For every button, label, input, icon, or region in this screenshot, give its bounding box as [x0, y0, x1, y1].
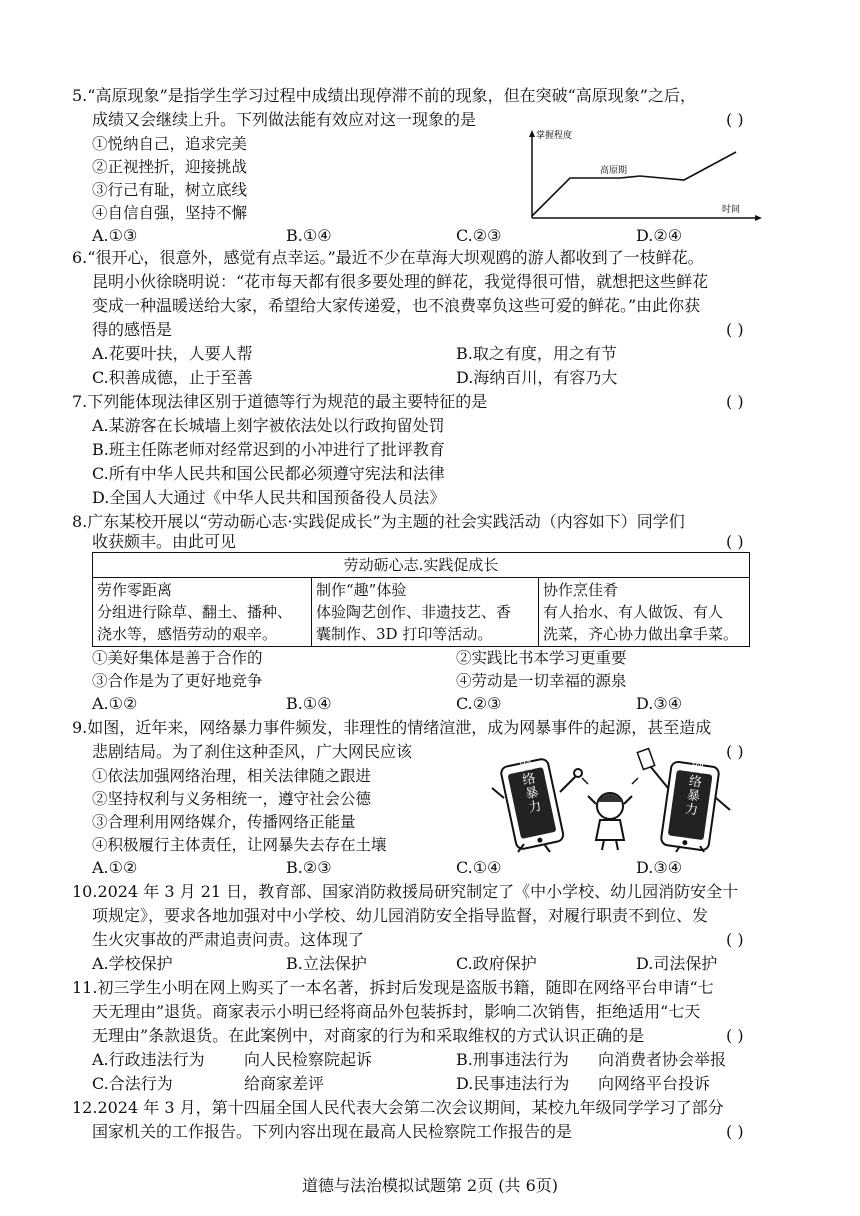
q8-statement: ①美好集体是善于合作的	[92, 649, 263, 667]
answer-bracket: ( )	[726, 1026, 744, 1045]
figure-plateau-label: 高原期	[600, 166, 628, 176]
answer-bracket: ( )	[726, 742, 744, 761]
q9-stem-line: 9.如图，近年来，网络暴力事件频发，非理性的情绪渲泄，成为网暴事件的起源，甚至造成	[72, 718, 712, 737]
q5-statement: ④自信自强，坚持不懈	[92, 204, 248, 222]
q6-stem-line: 昆明小伙徐晓明说：“花市每天都有很多要处理的鲜花，我觉得很可惜，就想把这些鲜花	[92, 272, 709, 291]
q11-option: D.民事违法行为	[456, 1074, 570, 1093]
q7-stem-line: 7.下列能体现法律区别于道德等行为规范的最主要特征的是	[72, 392, 488, 411]
cell-heading: 劳作零距离	[97, 581, 173, 599]
cell-text: 浇水等，感悟劳动的艰辛。	[97, 625, 278, 643]
answer-bracket: ( )	[726, 110, 744, 129]
q5-option: C.②③	[456, 226, 502, 245]
q11-option-method: 向消费者协会举报	[598, 1050, 727, 1069]
table-title: 劳动砺心志.实践促成长	[93, 553, 750, 578]
q11-option-method: 向网络平台投诉	[598, 1074, 711, 1093]
q5-stem-line: 5.“高原现象”是指学生学习过程中成绩出现停滞不前的现象，但在突破“高原现象”之后，	[72, 86, 696, 105]
q8-option: C.②③	[456, 694, 502, 713]
q10-stem-line: 项规定》，要求各地加强对中小学校、幼儿园消防安全指导监督，对履行职责不到位、发	[92, 906, 709, 925]
q12-stem-line: 国家机关的工作报告。下列内容出现在最高人民检察院工作报告的是	[92, 1122, 573, 1141]
cell-text: 有人抬水、有人做饭、有人	[543, 603, 724, 621]
q8-stem-line: 收获颇丰。由此可见	[92, 532, 237, 551]
answer-bracket: ( )	[726, 930, 744, 949]
q8-statement: ④劳动是一切幸福的源泉	[456, 672, 627, 690]
q7-option: C.所有中华人民共和国公民都必须遵守宪法和法律	[92, 464, 445, 483]
q6-option: B.取之有度，用之有节	[456, 344, 617, 363]
cell-text: 囊制作、3D 打印等活动。	[316, 625, 493, 643]
q9-statement: ②坚持权利与义务相统一，遵守社会公德	[92, 790, 372, 808]
q8-stem-line: 8.广东某校开展以“劳动砺心志·实践促成长”为主题的社会实践活动（内容如下）同学们	[72, 512, 685, 531]
labor-activity-table	[92, 552, 750, 647]
q8-option: D.③④	[636, 694, 683, 713]
figure-y-label: 掌握程度	[536, 131, 573, 141]
q11-stem-line: 天无理由”退货。商家表示小明已经将商品外包装拆封，影响二次销售，拒绝适用“七天	[92, 1002, 701, 1021]
q11-option: B.刑事违法行为	[456, 1050, 569, 1069]
q7-option: B.班主任陈老师对经常迟到的小冲进行了批评教育	[92, 440, 445, 459]
answer-bracket: ( )	[726, 392, 744, 411]
q5-statement: ②正视挫折，迎接挑战	[92, 158, 248, 176]
q9-statement: ①依法加强网络治理，相关法律随之跟进	[92, 767, 372, 785]
q5-option: B.①④	[286, 226, 332, 245]
answer-bracket: ( )	[726, 320, 744, 339]
answer-bracket: ( )	[726, 1122, 744, 1141]
q6-option: C.积善成德，止于至善	[92, 368, 253, 387]
q8-statement: ②实践比书本学习更重要	[456, 649, 627, 667]
q5-statement: ①悦纳自己，追求完美	[92, 135, 248, 153]
answer-bracket: ( )	[726, 532, 744, 551]
q10-stem-line: 10.2024 年 3 月 21 日，教育部、国家消防救援局研究制定了《中小学校、幼儿园消防安全十	[72, 882, 739, 901]
table-cell	[539, 578, 750, 647]
q9-option: A.①②	[92, 858, 138, 877]
cyberbullying-cartoon	[490, 748, 740, 852]
cell-heading: 制作“趣”体验	[316, 581, 407, 599]
cell-heading: 协作烹佳肴	[543, 581, 619, 599]
q5-statement: ③行己有耻，树立底线	[92, 181, 248, 199]
table-cell	[312, 578, 539, 647]
q9-statement: ④积极履行主体责任，让网暴失去存在土壤	[92, 836, 387, 854]
q11-stem-line: 11.初三学生小明在网上购买了一本名著，拆封后发现是盗版书籍，随即在网络平台申请“七	[72, 978, 714, 997]
q7-option: A.某游客在长城墙上刻字被依法处以行政拘留处罚	[92, 416, 445, 435]
q9-option: B.②③	[286, 858, 332, 877]
q9-option: C.①④	[456, 858, 502, 877]
q6-stem-line: 变成一种温暖送给大家，希望给大家传递爱，也不浪费辜负这些可爱的鲜花。”由此你获	[92, 296, 701, 315]
q11-option-method: 给商家差评	[244, 1074, 325, 1093]
cell-text: 分组进行除草、翻土、播种、	[97, 603, 293, 621]
q10-option: A.学校保护	[92, 954, 173, 973]
figure-x-label: 时间	[722, 205, 741, 215]
q6-stem-line: 6.“很开心，很意外，感觉有点幸运。”最近不少在草海大坝观鸥的游人都收到了一枝鲜花。	[72, 248, 704, 267]
cell-text: 体验陶艺创作、非遗技艺、香	[316, 603, 512, 621]
page-footer: 道德与法治模拟试题第 2页 (共 6页)	[301, 1176, 559, 1195]
q7-option: D.全国人大通过《中华人民共和国预备役人员法》	[92, 488, 446, 507]
q10-option: C.政府保护	[456, 954, 537, 973]
q9-option: D.③④	[636, 858, 683, 877]
q11-option: A.行政违法行为	[92, 1050, 205, 1069]
q5-option: A.①③	[92, 226, 138, 245]
q8-statement: ③合作是为了更好地竞争	[92, 672, 263, 690]
q11-option: C.合法行为	[92, 1074, 173, 1093]
q10-option: B.立法保护	[286, 954, 367, 973]
q11-stem-line: 无理由”条款退货。在此案例中，对商家的行为和采取维权的方式认识正确的是	[92, 1026, 645, 1045]
q8-option: B.①④	[286, 694, 332, 713]
q12-stem-line: 12.2024 年 3 月，第十四届全国人民代表大会第二次会议期间，某校九年级同学学习了部分	[72, 1098, 724, 1117]
q8-option: A.①②	[92, 694, 138, 713]
phone-screen-text: 网络暴力	[515, 757, 542, 816]
q11-option-method: 向人民检察院起诉	[244, 1050, 373, 1069]
q5-option: D.②④	[636, 226, 683, 245]
q6-stem-line: 得的感悟是	[92, 320, 173, 339]
q6-option: D.海纳百川，有容乃大	[456, 368, 618, 387]
q10-stem-line: 生火灾事故的严肃追责问责。这体现了	[92, 930, 365, 949]
q9-stem-line: 悲剧结局。为了刹住这种歪风，广大网民应该	[92, 742, 413, 761]
q9-statement: ③合理利用网络媒介，传播网络正能量	[92, 813, 356, 831]
plateau-curve-figure	[508, 126, 768, 226]
table-cell	[93, 578, 312, 647]
q6-option: A.花要叶扶，人要人帮	[92, 344, 253, 363]
q5-stem-line: 成绩又会继续上升。下列做法能有效应对这一现象的是	[92, 110, 477, 129]
phone-screen-text: 网络暴力	[681, 759, 704, 817]
cell-text: 洗菜，齐心协力做出拿手菜。	[543, 625, 739, 643]
q10-option: D.司法保护	[636, 954, 718, 973]
